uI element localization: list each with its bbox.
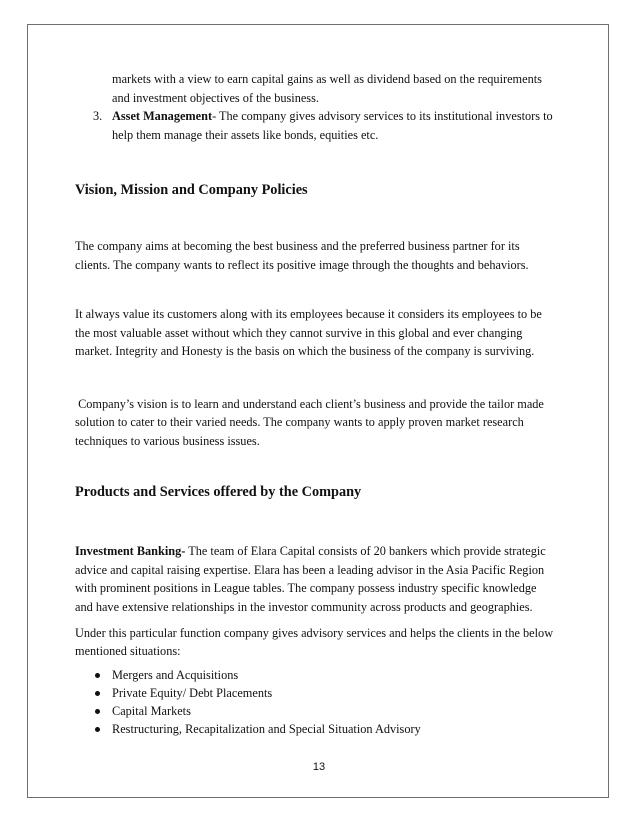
paragraph-line: solution to cater to their varied needs. The company wants to apply proven market research (75, 415, 524, 429)
paragraph-investment-banking (75, 542, 546, 561)
list-item-text: - The company gives advisory services to its institutional investors to (212, 109, 553, 123)
section-heading-products: Products and Services offered by the Company (75, 484, 362, 500)
bullet-item: Capital Markets (112, 704, 191, 718)
list-item-asset-management (112, 107, 553, 126)
bullet-icon (95, 691, 100, 696)
paragraph-line: The company aims at becoming the best business and the preferred business partner for its (75, 239, 520, 253)
list-item-title: Asset Management (112, 109, 213, 123)
bullet-item: Mergers and Acquisitions (112, 668, 239, 682)
paragraph-line: techniques to various business issues. (75, 434, 260, 448)
section-heading-vision: Vision, Mission and Company Policies (75, 182, 308, 198)
bullet-item: Restructuring, Recapitalization and Special Situation Advisory (112, 722, 421, 736)
paragraph-text: The team of Elara Capital consists of 20 bankers which provide strategic (185, 544, 546, 558)
bullet-item: Private Equity/ Debt Placements (112, 686, 273, 700)
paragraph-line: clients. The company wants to reflect its positive image through the thoughts and behaviors. (75, 258, 529, 272)
bullet-icon (95, 709, 100, 714)
paragraph-line: the most valuable asset without which they cannot survive in this global and ever changing (75, 326, 523, 340)
list-item-number: 3. (93, 109, 103, 123)
page-number: 13 (312, 761, 326, 773)
investment-banking-title: Investment Banking- (75, 544, 186, 558)
paragraph-line: mentioned situations: (75, 644, 181, 658)
list-continuation-line: and investment objectives of the business. (112, 91, 319, 105)
list-continuation-line: markets with a view to earn capital gains as well as dividend based on the requirements (112, 72, 542, 86)
paragraph-line: with prominent positions in League tables. The company possess industry specific knowledge (75, 581, 537, 595)
paragraph-line: Company’s vision is to learn and understand each client’s business and provide the tailor made (75, 397, 544, 411)
paragraph-line: Under this particular function company gives advisory services and helps the clients in the below (75, 626, 554, 640)
paragraph-line: advice and capital raising expertise. Elara has been a leading advisor in the Asia Pacific Region (75, 563, 545, 577)
list-item-text-line: help them manage their assets like bonds, equities etc. (112, 128, 379, 142)
bullet-icon (95, 673, 100, 678)
paragraph-line: and have extensive relationships in the investor community across products and geographies. (75, 600, 533, 614)
paragraph-line: market. Integrity and Honesty is the basis on which the business of the company is surviving. (75, 344, 535, 358)
bullet-icon (95, 727, 100, 732)
paragraph-line: It always value its customers along with its employees because it considers its employees to be (75, 307, 542, 321)
